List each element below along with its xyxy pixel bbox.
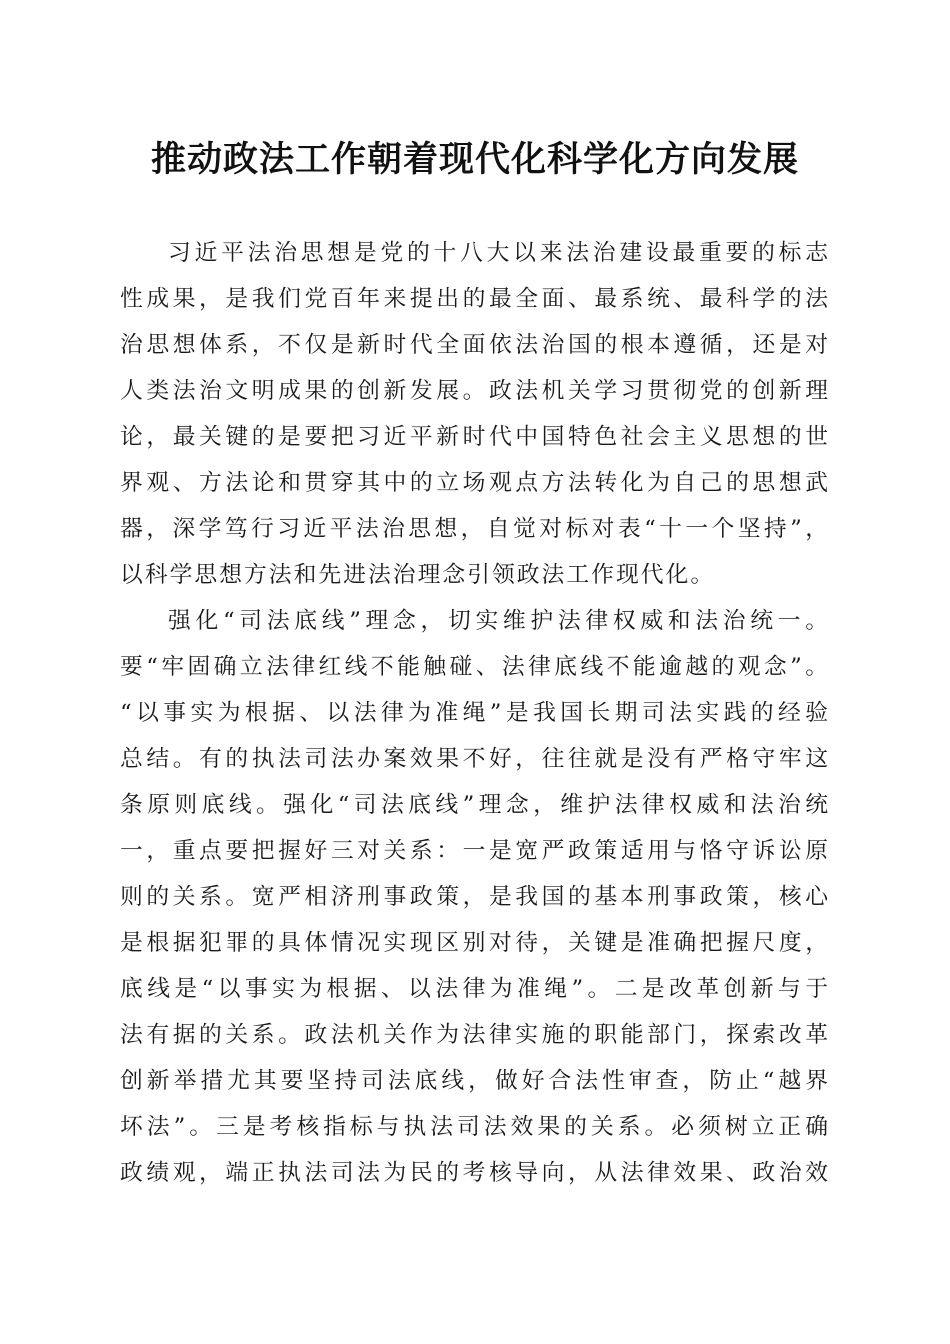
paragraph-line: 性成果，是我们党百年来提出的最全面、最系统、最科学的法: [120, 286, 830, 312]
paragraph-line: 底线是“以事实为根据、以法律为准绳”。二是改革创新与于: [120, 976, 830, 1002]
paragraph-line: 要“牢固确立法律红线不能触碰、法律底线不能逾越的观念”。: [120, 654, 830, 680]
document-title: 推动政法工作朝着现代化科学化方向发展: [150, 139, 799, 180]
paragraph-line: 法有据的关系。政法机关作为法律实施的职能部门，探索改革: [120, 1022, 830, 1048]
paragraph-line: 以科学思想方法和先进法治理念引领政法工作现代化。: [120, 562, 716, 588]
paragraph-line: 则的关系。宽严相济刑事政策，是我国的基本刑事政策，核心: [120, 884, 830, 910]
paragraph-line: 强化“司法底线”理念，切实维护法律权威和法治统一。: [168, 608, 830, 634]
paragraph-line: “以事实为根据、以法律为准绳”是我国长期司法实践的经验: [120, 700, 830, 726]
paragraph-line: 总结。有的执法司法办案效果不好，往往就是没有严格守牢这: [120, 746, 830, 772]
paragraph-line: 论，最关键的是要把习近平新时代中国特色社会主义思想的世: [120, 424, 830, 450]
paragraph-line: 是根据犯罪的具体情况实现区别对待，关键是准确把握尺度，: [120, 930, 830, 956]
paragraph-line: 一，重点要把握好三对关系：一是宽严政策适用与恪守诉讼原: [120, 838, 830, 864]
paragraph-line: 坏法”。三是考核指标与执法司法效果的关系。必须树立正确: [120, 1114, 830, 1140]
paragraph-1: [120, 230, 830, 598]
paragraph-line: 政绩观，端正执法司法为民的考核导向，从法律效果、政治效: [120, 1160, 830, 1186]
paragraph-line: 治思想体系，不仅是新时代全面依法治国的根本遵循，还是对: [120, 332, 830, 358]
paragraph-line: 习近平法治思想是党的十八大以来法治建设最重要的标志: [168, 240, 830, 266]
paragraph-line: 创新举措尤其要坚持司法底线，做好合法性审查，防止“越界: [120, 1068, 830, 1094]
paragraph-line: 界观、方法论和贯穿其中的立场观点方法转化为自己的思想武: [120, 470, 830, 496]
paragraph-2: [120, 598, 830, 1196]
paragraph-line: 条原则底线。强化“司法底线”理念，维护法律权威和法治统: [120, 792, 830, 818]
paragraph-line: 器，深学笃行习近平法治思想，自觉对标对表“十一个坚持”，: [120, 516, 830, 542]
document-body: [120, 230, 830, 1196]
paragraph-line: 人类法治文明成果的创新发展。政法机关学习贯彻党的创新理: [120, 378, 830, 404]
